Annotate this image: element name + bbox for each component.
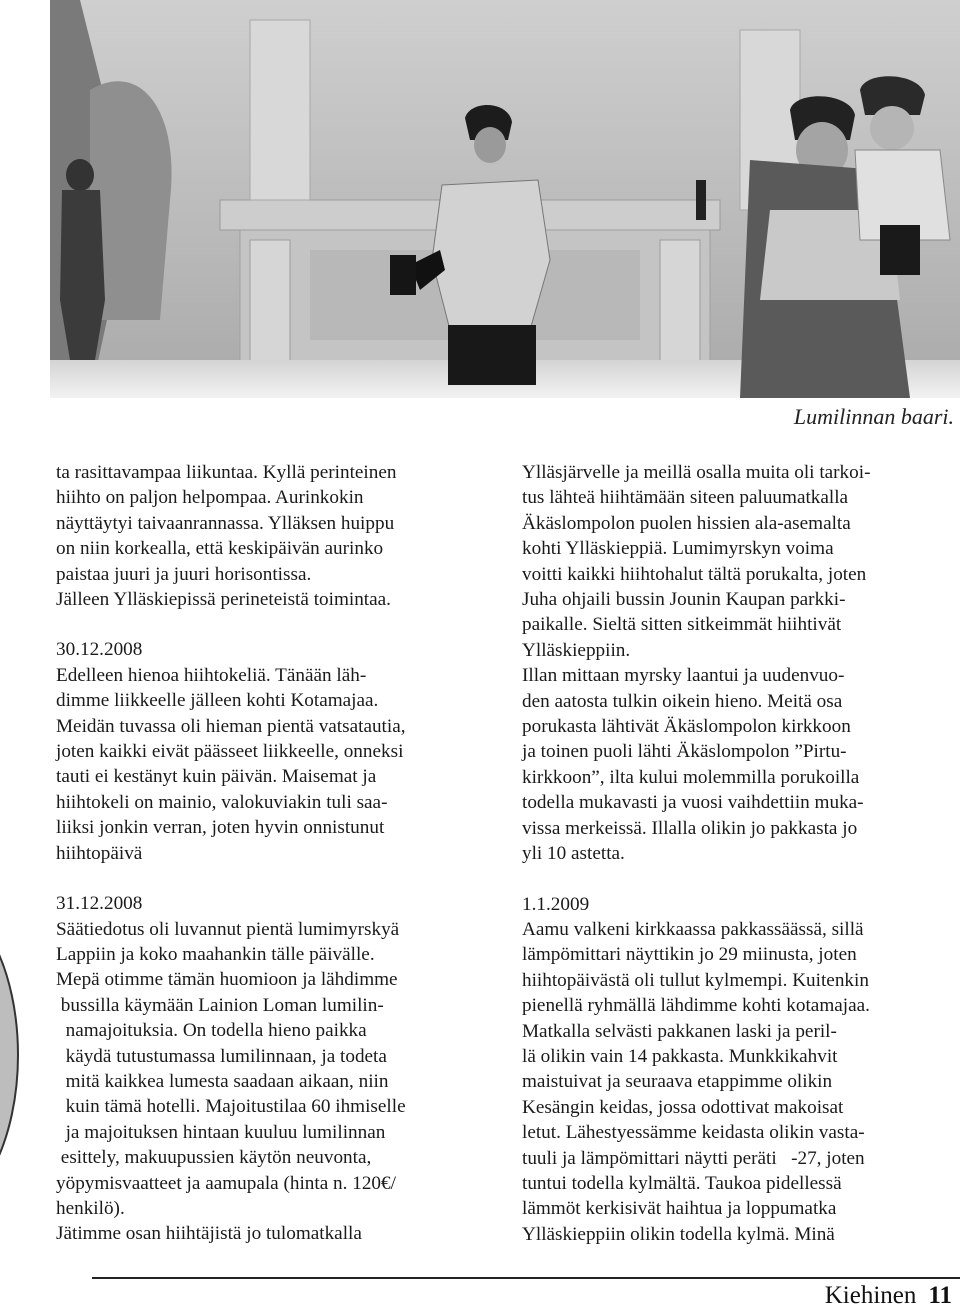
- text-line: maistuivat ja seuraava etappimme olikin: [522, 1071, 833, 1093]
- text-line: yöpymisvaatteet ja aamupala (hinta n. 120€/: [56, 1172, 396, 1194]
- text-line: paistaa juuri ja juuri horisontissa.: [56, 563, 312, 585]
- text-line: ta rasittavampaa liikuntaa. Kyllä perinteinen: [56, 462, 397, 483]
- text-line: hiihtopäivä: [56, 842, 143, 864]
- text-line: den aatosta tulkin oikein hieno. Meitä osa: [522, 690, 843, 712]
- text-line: Illan mittaan myrsky laantui ja uudenvuo-: [522, 665, 845, 687]
- text-line: Jälleen Ylläskiepissä perineteistä toimintaa.: [56, 589, 391, 611]
- page-footer: [825, 1282, 952, 1310]
- text-line: Aamu valkeni kirkkaassa pakkassäässä, sillä: [522, 918, 864, 940]
- text-line: pienellä ryhmällä lähdimme kohti kotamajaa.: [522, 995, 870, 1017]
- paragraph-gap: [56, 866, 406, 891]
- text-line: Jätimme osan hiihtäjistä jo tulomatkalla: [56, 1223, 362, 1245]
- right-text-column: [522, 460, 870, 1247]
- text-line: joten kaikki eivät päässeet liikkeelle, onneksi: [56, 741, 404, 763]
- text-line: ja majoituksen hintaan kuuluu lumilinnan: [56, 1121, 386, 1143]
- text-line: tauti ei kestänyt kuin päivän. Maisemat ja: [56, 766, 377, 788]
- text-line: on niin korkealla, että keskipäivän aurinko: [56, 538, 384, 560]
- text-line: Ylläskieppiin olikin todella kylmä. Minä: [522, 1223, 835, 1245]
- text-line: esittely, makuupussien käytön neuvonta,: [56, 1147, 372, 1169]
- text-line: henkilö).: [56, 1197, 125, 1219]
- text-line: yli 10 astetta.: [522, 843, 625, 865]
- publication-name: Kiehinen: [824, 1282, 917, 1309]
- text-line: Juha ohjaili bussin Jounin Kaupan parkki-: [522, 589, 846, 611]
- paragraph-gap: [56, 612, 406, 637]
- text-line: Lappiin ja koko maahankin tälle päivälle.: [56, 943, 375, 965]
- date-heading: 31.12.2008: [56, 893, 143, 915]
- text-line: Matkalla selvästi pakkanen laski ja peril-: [522, 1020, 837, 1042]
- text-line: lämpömittari näyttikin jo 29 miinusta, joten: [522, 944, 857, 966]
- text-line: letut. Lähestyessämme keidasta olikin vasta-: [522, 1122, 865, 1144]
- text-line: näyttäytyi taivaanrannassa. Ylläksen huippu: [56, 512, 395, 534]
- text-line: tus lähteä hiihtämään siteen paluumatkalla: [522, 487, 849, 509]
- text-line: vissa merkeissä. Illalla olikin jo pakkasta jo: [522, 817, 858, 839]
- text-line: dimme liikkeelle jälleen kohti Kotamajaa.: [56, 690, 379, 712]
- text-line: Äkäslompolon puolen hissien ala-asemalta: [522, 512, 851, 534]
- text-line: liiksi jonkin verran, joten hyvin onnistunut: [56, 817, 385, 839]
- text-line: kohti Ylläskieppiä. Lumimyrskyn voima: [522, 538, 834, 560]
- text-line: tuntui todella kylmältä. Taukoa pidellessä: [522, 1172, 842, 1194]
- text-line: hiihtokeli on mainio, valokuviakin tuli saa-: [56, 791, 388, 813]
- text-line: tuuli ja lämpömittari näytti peräti -27, joten: [522, 1147, 865, 1169]
- text-line: voitti kaikki hiihtohalut tältä porukalta, joten: [522, 563, 867, 585]
- text-line: kirkkoon”, ilta kului molemmilla porukoilla: [522, 766, 860, 788]
- text-line: paikalle. Sieltä sitten sitkeimmät hiihtivät: [522, 614, 842, 636]
- text-line: Kesängin keidas, jossa odottivat makoisat: [522, 1096, 844, 1118]
- text-line: ja toinen puoli lähti Äkäslompolon ”Pirtu-: [522, 741, 847, 763]
- text-line: lä olikin vain 14 pakkasta. Munkkikahvit: [522, 1045, 838, 1067]
- ice-bar-photo: [50, 0, 960, 398]
- text-line: mitä kaikkea lumesta saadaan aikaan, niin: [56, 1070, 389, 1092]
- footer-rule: [92, 1277, 960, 1279]
- text-line: hiihtopäivästä oli tullut kylmempi. Kuitenkin: [522, 969, 869, 991]
- text-line: Mepä otimme tämän huomioon ja lähdimme: [56, 969, 398, 991]
- text-line: Edelleen hienoa hiihtokeliä. Tänään läh-: [56, 664, 367, 686]
- decorative-circle-graphic: [0, 890, 20, 1220]
- text-line: kuin tämä hotelli. Majoitustilaa 60 ihmiselle: [56, 1096, 406, 1118]
- text-line: namajoituksia. On todella hieno paikka: [56, 1020, 367, 1042]
- page-number: 11: [928, 1282, 952, 1309]
- text-line: Meidän tuvassa oli hieman pientä vatsatautia,: [56, 715, 406, 737]
- paragraph-gap: [522, 867, 870, 892]
- text-line: todella mukavasti ja vuosi vaihdettiin muka-: [522, 792, 864, 814]
- photo-caption: Lumilinnan baari.: [793, 404, 954, 429]
- text-line: Ylläskieppiin.: [522, 639, 631, 661]
- text-line: Säätiedotus oli luvannut pientä lumimyrskyä: [56, 918, 400, 940]
- text-line: bussilla käymään Lainion Loman lumilin-: [56, 994, 384, 1016]
- text-line: porukasta lähtivät Äkäslompolon kirkkoon: [522, 716, 851, 738]
- text-line: lämmöt kerkisivät haihtua ja loppumatka: [522, 1198, 837, 1220]
- date-heading: 1.1.2009: [522, 893, 590, 915]
- left-text-column: [56, 460, 406, 1247]
- date-heading: 30.12.2008: [56, 639, 143, 661]
- text-line: hiihto on paljon helpompaa. Aurinkokin: [56, 487, 364, 509]
- text-line: Ylläsjärvelle ja meillä osalla muita oli tarkoi-: [522, 462, 871, 483]
- text-line: käydä tutustumassa lumilinnaan, ja todeta: [56, 1045, 387, 1067]
